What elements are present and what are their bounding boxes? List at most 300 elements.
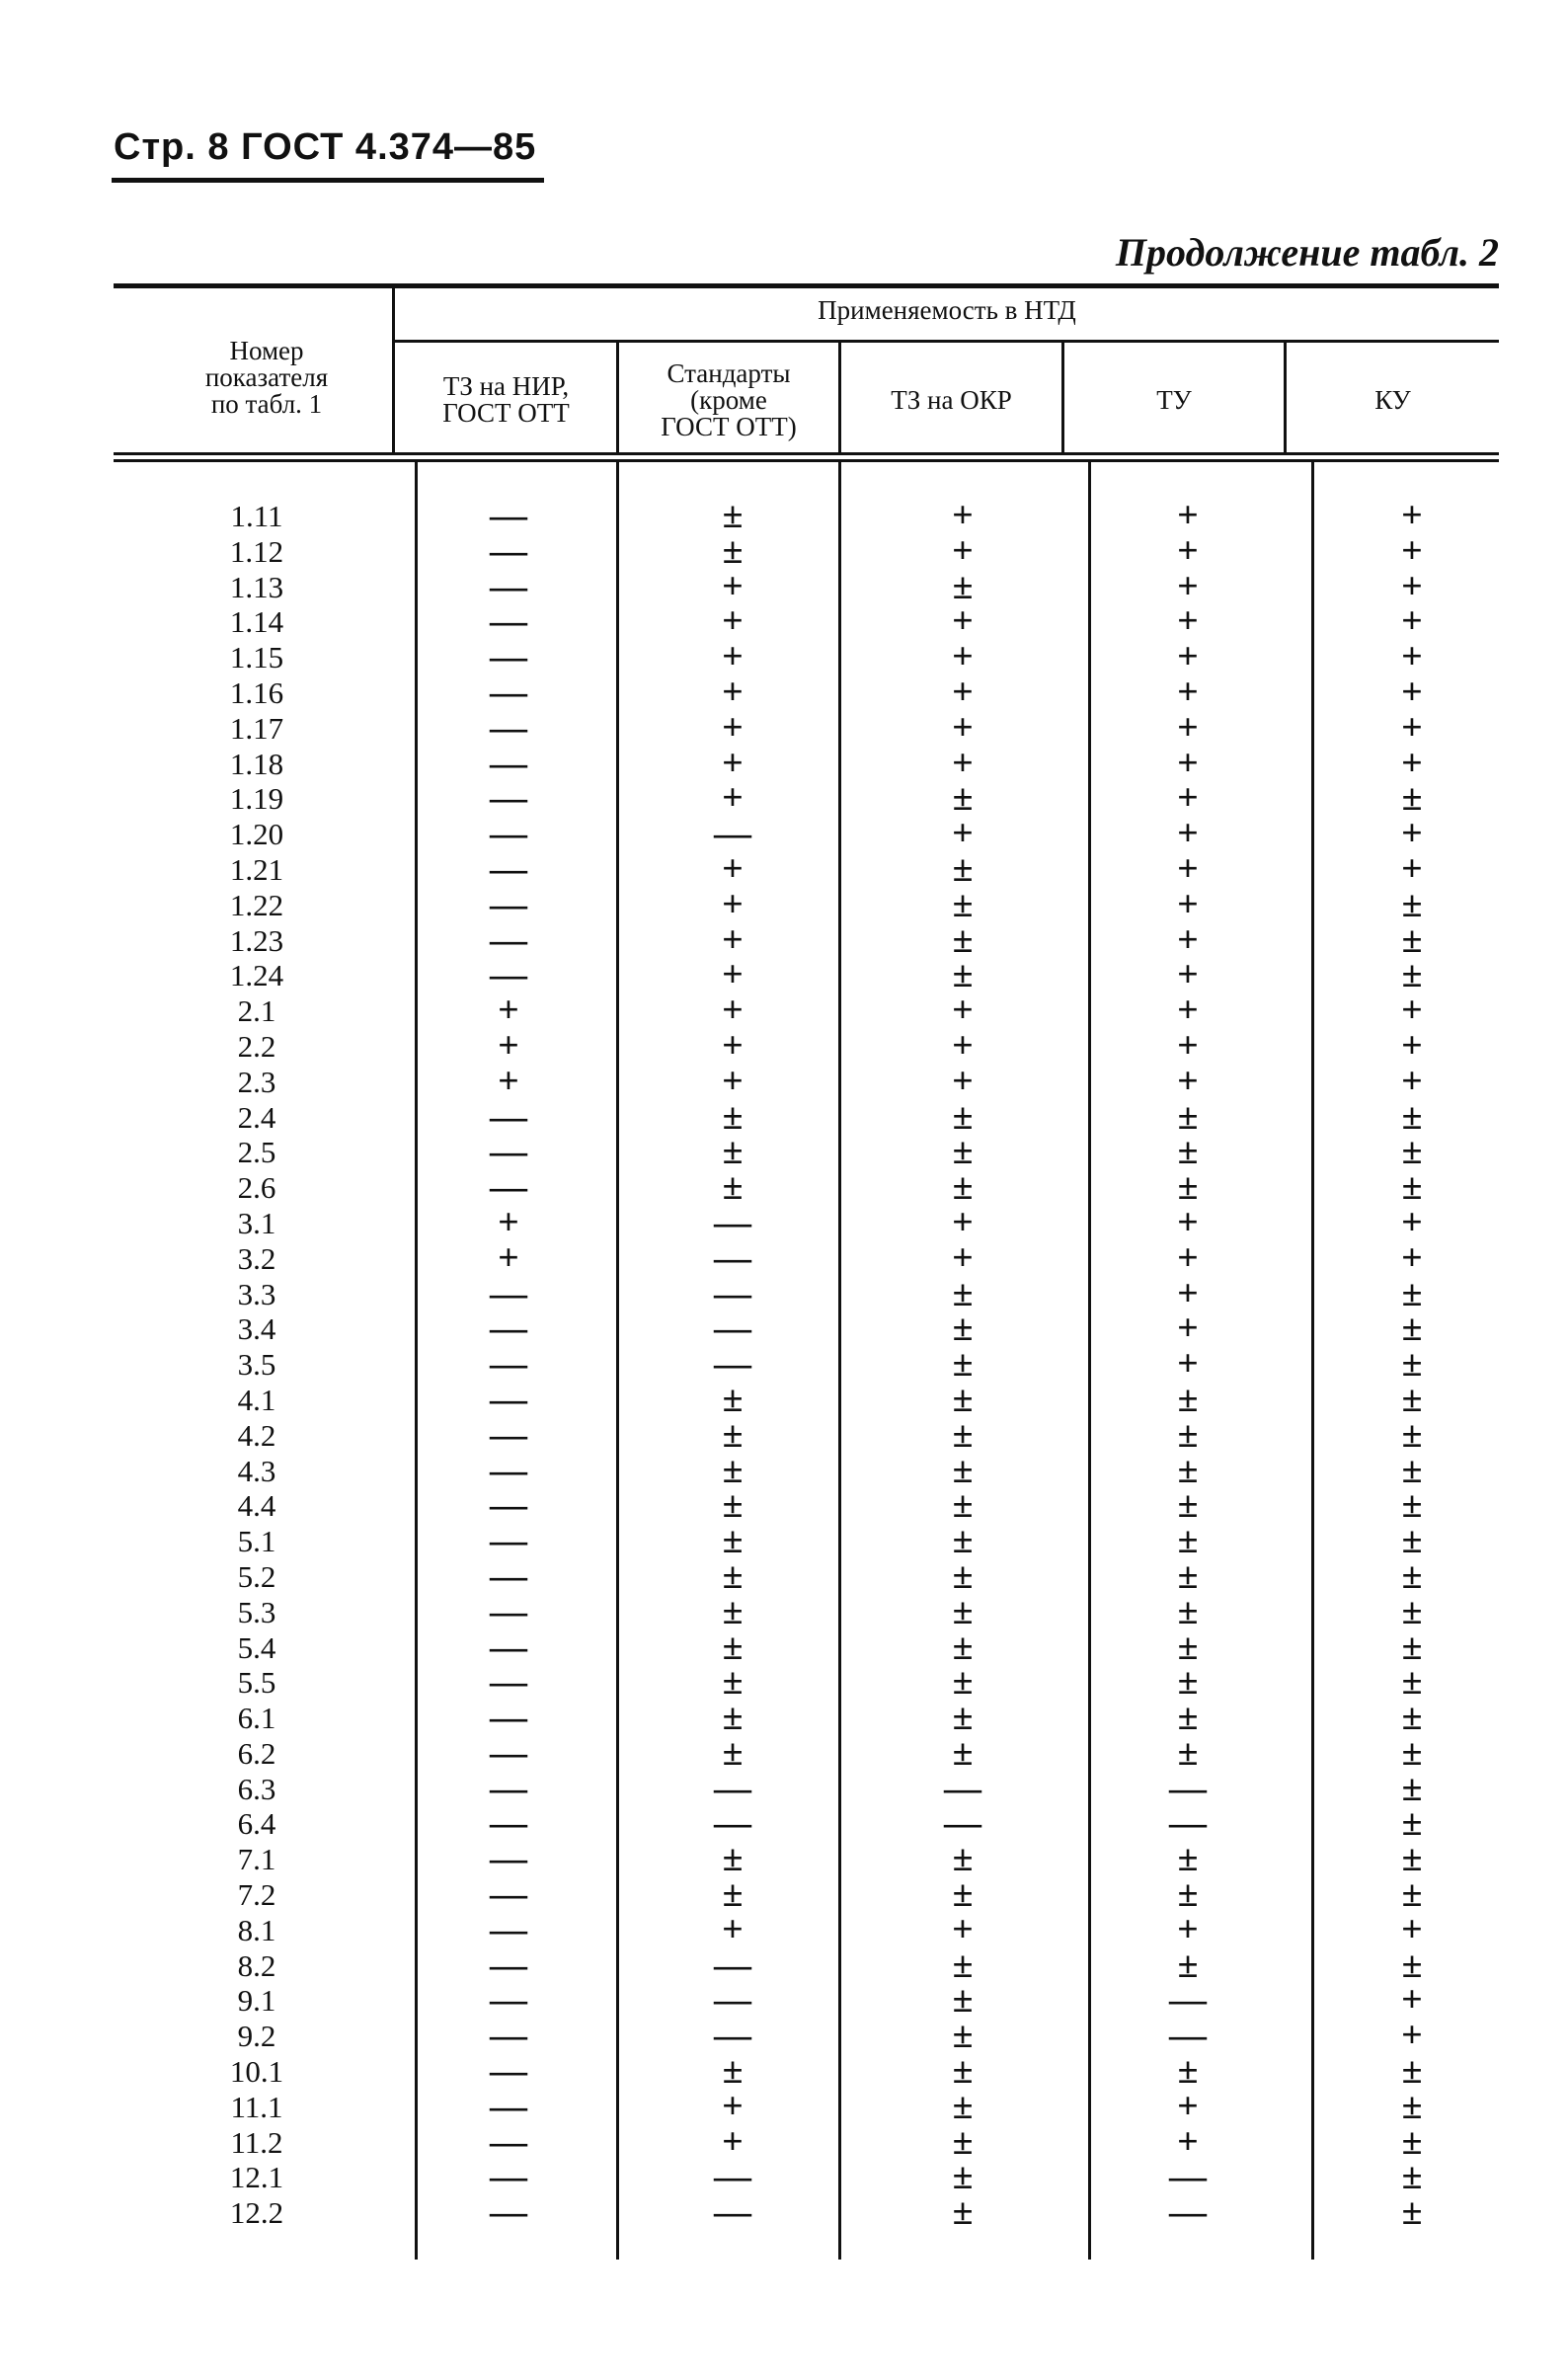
- row-number: 1.13: [229, 569, 284, 604]
- header-tz-okr: ТЗ на ОКР: [891, 385, 1012, 415]
- column-divider: [1311, 462, 1314, 2260]
- applicability-mark: +: [1401, 671, 1423, 713]
- applicability-mark: +: [1401, 565, 1423, 607]
- applicability-mark: +: [498, 1236, 519, 1279]
- row-number: 1.19: [229, 781, 284, 817]
- applicability-mark: ±: [1177, 1449, 1199, 1491]
- header-tu: ТУ: [1156, 385, 1192, 415]
- row-number-column: [158, 499, 355, 2231]
- applicability-mark: —: [490, 1520, 527, 1562]
- applicability-mark: —: [490, 1554, 527, 1597]
- applicability-mark: —: [490, 1626, 527, 1668]
- row-number: 1.17: [229, 710, 284, 746]
- applicability-mark: +: [1401, 2015, 1423, 2057]
- applicability-mark: —: [490, 847, 527, 890]
- applicability-mark: —: [490, 813, 527, 855]
- applicability-mark: —: [490, 636, 527, 678]
- applicability-mark: —: [490, 671, 527, 713]
- applicability-mark: —: [490, 1767, 527, 1809]
- applicability-mark: ±: [1401, 1308, 1423, 1350]
- row-number: 1.12: [229, 533, 284, 569]
- tu-column: [1119, 495, 1257, 2234]
- applicability-mark: +: [1401, 1236, 1423, 1279]
- applicability-mark: +: [498, 1201, 519, 1243]
- header-bottom-rule-2: [114, 459, 1499, 462]
- applicability-mark: ±: [952, 1308, 974, 1350]
- row-number: 11.1: [230, 2089, 283, 2124]
- group-header-rule: [393, 340, 1499, 343]
- row-number: 3.5: [237, 1347, 276, 1383]
- applicability-mark: ±: [952, 1944, 974, 1986]
- applicability-mark: —: [490, 883, 527, 925]
- applicability-mark: —: [1169, 2191, 1207, 2234]
- applicability-mark: ±: [722, 495, 744, 536]
- header-bottom-rule-1: [114, 452, 1499, 455]
- row-number: 1.23: [229, 922, 284, 958]
- applicability-mark: ±: [1401, 2120, 1423, 2163]
- applicability-mark: —: [490, 2120, 527, 2163]
- applicability-mark: ±: [722, 1166, 744, 1209]
- applicability-mark: —: [490, 1802, 527, 1845]
- applicability-mark: ±: [1401, 1838, 1423, 1880]
- row-number: 2.2: [237, 1028, 276, 1064]
- applicability-mark: —: [490, 1484, 527, 1527]
- row-number: 6.3: [237, 1771, 276, 1806]
- applicability-mark: +: [1177, 671, 1199, 713]
- applicability-mark: —: [714, 1201, 751, 1243]
- applicability-mark: +: [1401, 600, 1423, 643]
- header-rule: [112, 178, 544, 183]
- applicability-mark: +: [952, 1060, 974, 1102]
- applicability-mark: +: [1177, 847, 1199, 890]
- applicability-mark: —: [490, 1979, 527, 2022]
- applicability-mark: ±: [952, 1520, 974, 1562]
- column-divider: [415, 462, 418, 2260]
- row-number: 1.21: [229, 851, 284, 887]
- row-number: 4.3: [237, 1453, 276, 1488]
- applicability-mark: ±: [952, 1166, 974, 1209]
- applicability-mark: +: [722, 600, 744, 643]
- applicability-mark: ±: [952, 1979, 974, 2022]
- applicability-mark: +: [1401, 990, 1423, 1032]
- applicability-mark: —: [490, 529, 527, 572]
- applicability-mark: +: [952, 529, 974, 572]
- applicability-mark: —: [490, 1697, 527, 1739]
- header-row-number: Номер показателя по табл. 1: [204, 336, 329, 419]
- applicability-mark: ±: [722, 1590, 744, 1632]
- applicability-mark: —: [490, 2015, 527, 2057]
- applicability-mark: ±: [952, 1697, 974, 1739]
- applicability-mark: +: [1401, 495, 1423, 536]
- row-number: 2.3: [237, 1064, 276, 1099]
- applicability-mark: ±: [722, 1731, 744, 1774]
- applicability-mark: ±: [1401, 2050, 1423, 2093]
- row-number: 3.1: [237, 1205, 276, 1240]
- applicability-mark: —: [490, 2050, 527, 2093]
- applicability-mark: ±: [1177, 1838, 1199, 1880]
- row-number: 5.1: [237, 1524, 276, 1559]
- applicability-mark: ±: [1401, 1484, 1423, 1527]
- applicability-mark: —: [714, 1767, 751, 1809]
- applicability-mark: ±: [722, 1554, 744, 1597]
- applicability-mark: +: [952, 990, 974, 1032]
- header-ku: КУ: [1374, 385, 1411, 415]
- applicability-mark: ±: [952, 1873, 974, 1916]
- applicability-mark: —: [714, 1308, 751, 1350]
- row-number: 7.1: [237, 1842, 276, 1877]
- applicability-mark: —: [490, 2191, 527, 2234]
- applicability-mark: —: [714, 2191, 751, 2234]
- applicability-mark: ±: [1177, 1944, 1199, 1986]
- tz-okr-column: [894, 495, 1032, 2234]
- applicability-mark: —: [714, 813, 751, 855]
- applicability-mark: —: [490, 1378, 527, 1420]
- applicability-mark: —: [490, 1272, 527, 1314]
- applicability-mark: +: [722, 883, 744, 925]
- applicability-mark: +: [722, 636, 744, 678]
- row-number: 11.2: [230, 2124, 283, 2160]
- row-number: 7.2: [237, 1877, 276, 1913]
- applicability-mark: —: [1169, 2015, 1207, 2057]
- column-divider: [1088, 462, 1091, 2260]
- applicability-mark: ±: [1177, 1661, 1199, 1704]
- applicability-mark: ±: [1401, 1697, 1423, 1739]
- applicability-mark: ±: [1177, 1626, 1199, 1668]
- applicability-mark: ±: [1401, 1095, 1423, 1138]
- applicability-mark: ±: [1401, 1378, 1423, 1420]
- row-number: 4.2: [237, 1417, 276, 1453]
- row-number: 3.4: [237, 1311, 276, 1347]
- applicability-mark: ±: [952, 1343, 974, 1386]
- applicability-mark: ±: [1401, 1166, 1423, 1209]
- applicability-mark: ±: [952, 1838, 974, 1880]
- applicability-mark: +: [1177, 777, 1199, 820]
- applicability-mark: +: [1177, 742, 1199, 784]
- applicability-mark: ±: [1401, 1944, 1423, 1986]
- applicability-mark: ±: [1401, 1802, 1423, 1845]
- applicability-mark: +: [1177, 990, 1199, 1032]
- applicability-mark: ±: [952, 883, 974, 925]
- applicability-mark: ±: [1177, 1520, 1199, 1562]
- row-number: 2.4: [237, 1099, 276, 1135]
- applicability-mark: +: [1401, 706, 1423, 749]
- row-number: 2.6: [237, 1170, 276, 1206]
- applicability-mark: +: [722, 706, 744, 749]
- applicability-mark: —: [490, 1838, 527, 1880]
- applicability-mark: ±: [952, 847, 974, 890]
- applicability-mark: ±: [952, 1378, 974, 1420]
- applicability-mark: —: [490, 1661, 527, 1704]
- applicability-mark: ±: [1401, 1661, 1423, 1704]
- applicability-mark: ±: [1177, 1378, 1199, 1420]
- applicability-mark: +: [1401, 847, 1423, 890]
- applicability-mark: +: [722, 777, 744, 820]
- applicability-mark: ±: [1401, 1343, 1423, 1386]
- applicability-mark: +: [722, 742, 744, 784]
- applicability-mark: +: [952, 495, 974, 536]
- applicability-mark: +: [722, 1908, 744, 1950]
- applicability-mark: —: [490, 706, 527, 749]
- applicability-mark: +: [1401, 1979, 1423, 2022]
- applicability-mark: ±: [1177, 1873, 1199, 1916]
- row-number: 9.1: [237, 1983, 276, 2019]
- applicability-mark: ±: [1401, 1626, 1423, 1668]
- applicability-mark: ±: [722, 1661, 744, 1704]
- applicability-mark: ±: [722, 1484, 744, 1527]
- applicability-mark: +: [722, 918, 744, 961]
- applicability-mark: —: [714, 1802, 751, 1845]
- applicability-mark: ±: [1401, 1731, 1423, 1774]
- applicability-mark: —: [490, 1449, 527, 1491]
- row-number: 1.18: [229, 746, 284, 781]
- applicability-mark: ±: [1401, 1272, 1423, 1314]
- applicability-mark: ±: [1177, 1095, 1199, 1138]
- applicability-mark: —: [714, 1272, 751, 1314]
- applicability-mark: +: [722, 990, 744, 1032]
- column-divider: [838, 462, 841, 2260]
- applicability-mark: —: [714, 1343, 751, 1386]
- row-number: 1.24: [229, 958, 284, 993]
- row-number: 4.4: [237, 1488, 276, 1524]
- applicability-mark: ±: [952, 777, 974, 820]
- applicability-mark: ±: [952, 1413, 974, 1456]
- row-number: 1.11: [230, 499, 283, 533]
- applicability-mark: —: [714, 2156, 751, 2198]
- applicability-mark: ±: [952, 1484, 974, 1527]
- applicability-mark: ±: [1401, 1554, 1423, 1597]
- applicability-mark: —: [490, 918, 527, 961]
- applicability-mark: —: [490, 742, 527, 784]
- row-number: 5.4: [237, 1629, 276, 1665]
- applicability-mark: ±: [1177, 1413, 1199, 1456]
- row-number: 3.3: [237, 1276, 276, 1311]
- ku-column: [1343, 495, 1481, 2234]
- applicability-mark: ±: [1401, 1767, 1423, 1809]
- row-number: 12.1: [229, 2160, 284, 2195]
- applicability-mark: +: [498, 990, 519, 1032]
- applicability-mark: +: [722, 2120, 744, 2163]
- row-number: 5.2: [237, 1558, 276, 1594]
- applicability-mark: —: [490, 1095, 527, 1138]
- applicability-mark: ±: [722, 1095, 744, 1138]
- applicability-mark: +: [1177, 1272, 1199, 1314]
- applicability-mark: +: [1177, 600, 1199, 643]
- applicability-mark: ±: [952, 1272, 974, 1314]
- applicability-mark: +: [1177, 2120, 1199, 2163]
- applicability-mark: —: [490, 777, 527, 820]
- applicability-mark: +: [1401, 1908, 1423, 1950]
- applicability-mark: +: [1177, 1908, 1199, 1950]
- applicability-mark: ±: [1401, 883, 1423, 925]
- applicability-mark: ±: [1401, 918, 1423, 961]
- applicability-mark: +: [1177, 1201, 1199, 1243]
- applicability-mark: ±: [722, 1697, 744, 1739]
- applicability-mark: —: [714, 1944, 751, 1986]
- applicability-mark: ±: [722, 1449, 744, 1491]
- applicability-mark: ±: [1177, 2050, 1199, 2093]
- applicability-mark: —: [490, 2085, 527, 2127]
- applicability-mark: ±: [1401, 2156, 1423, 2198]
- applicability-mark: +: [1401, 813, 1423, 855]
- applicability-mark: —: [490, 954, 527, 996]
- applicability-mark: +: [1401, 529, 1423, 572]
- applicability-mark: —: [1169, 1802, 1207, 1845]
- table-top-rule: [114, 283, 1499, 288]
- applicability-mark: —: [1169, 1979, 1207, 2022]
- standards-column: [664, 495, 802, 2234]
- applicability-mark: +: [1177, 529, 1199, 572]
- applicability-mark: —: [490, 1590, 527, 1632]
- applicability-mark: —: [490, 1908, 527, 1950]
- row-number: 3.2: [237, 1240, 276, 1276]
- applicability-mark: +: [952, 813, 974, 855]
- row-number: 9.2: [237, 2019, 276, 2054]
- applicability-mark: +: [952, 600, 974, 643]
- applicability-mark: ±: [1177, 1166, 1199, 1209]
- applicability-mark: —: [490, 2156, 527, 2198]
- applicability-mark: ±: [952, 1131, 974, 1173]
- applicability-mark: ±: [952, 2191, 974, 2234]
- applicability-mark: +: [1401, 636, 1423, 678]
- applicability-mark: +: [498, 1060, 519, 1102]
- tz-nir-column: [439, 495, 578, 2234]
- applicability-mark: ±: [952, 1095, 974, 1138]
- applicability-mark: ±: [952, 2120, 974, 2163]
- applicability-mark: +: [1177, 1308, 1199, 1350]
- applicability-mark: ±: [952, 2015, 974, 2057]
- applicability-mark: ±: [722, 529, 744, 572]
- applicability-mark: —: [490, 1413, 527, 1456]
- applicability-mark: ±: [952, 2050, 974, 2093]
- applicability-mark: ±: [952, 918, 974, 961]
- row-number: 1.15: [229, 640, 284, 675]
- applicability-mark: +: [722, 954, 744, 996]
- applicability-mark: ±: [952, 565, 974, 607]
- group-header: Применяемость в НТД: [818, 295, 1076, 325]
- applicability-mark: +: [952, 1201, 974, 1243]
- applicability-mark: ±: [1401, 1449, 1423, 1491]
- row-number: 6.2: [237, 1735, 276, 1771]
- applicability-mark: +: [722, 2085, 744, 2127]
- applicability-mark: ±: [1401, 2085, 1423, 2127]
- applicability-mark: +: [952, 1908, 974, 1950]
- row-number: 12.2: [229, 2195, 284, 2231]
- applicability-mark: +: [1177, 1236, 1199, 1279]
- applicability-mark: —: [714, 1236, 751, 1279]
- applicability-mark: —: [490, 1131, 527, 1173]
- applicability-mark: —: [490, 1166, 527, 1209]
- applicability-mark: +: [1177, 813, 1199, 855]
- applicability-mark: +: [722, 847, 744, 890]
- row-number: 1.20: [229, 817, 284, 852]
- applicability-mark: ±: [1401, 1873, 1423, 1916]
- applicability-mark: ±: [1177, 1590, 1199, 1632]
- applicability-mark: +: [1177, 1024, 1199, 1067]
- continuation-label: Продолжение табл. 2: [1115, 230, 1499, 275]
- applicability-mark: +: [952, 1024, 974, 1067]
- applicability-mark: +: [1177, 883, 1199, 925]
- applicability-mark: —: [490, 1944, 527, 1986]
- applicability-mark: ±: [1401, 954, 1423, 996]
- applicability-mark: +: [952, 706, 974, 749]
- applicability-mark: +: [1177, 636, 1199, 678]
- applicability-mark: ±: [1177, 1554, 1199, 1597]
- applicability-mark: +: [952, 1236, 974, 1279]
- applicability-mark: +: [1177, 2085, 1199, 2127]
- column-divider: [616, 462, 619, 2260]
- applicability-mark: ±: [952, 1731, 974, 1774]
- applicability-mark: ±: [952, 1590, 974, 1632]
- row-number: 4.1: [237, 1382, 276, 1417]
- applicability-mark: —: [490, 1308, 527, 1350]
- applicability-mark: ±: [722, 1378, 744, 1420]
- row-number: 10.1: [229, 2054, 284, 2090]
- applicability-mark: +: [722, 671, 744, 713]
- applicability-mark: +: [1177, 918, 1199, 961]
- applicability-mark: —: [1169, 2156, 1207, 2198]
- applicability-mark: ±: [952, 2085, 974, 2127]
- applicability-mark: +: [1401, 742, 1423, 784]
- applicability-mark: ±: [722, 1626, 744, 1668]
- row-number: 1.22: [229, 887, 284, 922]
- row-number: 1.16: [229, 674, 284, 710]
- applicability-mark: —: [490, 1731, 527, 1774]
- row-number: 5.5: [237, 1665, 276, 1701]
- applicability-mark: ±: [722, 2050, 744, 2093]
- applicability-mark: —: [1169, 1767, 1207, 1809]
- applicability-mark: —: [714, 1979, 751, 2022]
- applicability-mark: ±: [1401, 1131, 1423, 1173]
- applicability-mark: ±: [1401, 1590, 1423, 1632]
- applicability-mark: ±: [1401, 777, 1423, 820]
- applicability-mark: +: [952, 636, 974, 678]
- applicability-mark: ±: [722, 1413, 744, 1456]
- applicability-mark: +: [1177, 706, 1199, 749]
- applicability-mark: —: [490, 1343, 527, 1386]
- applicability-mark: +: [1177, 565, 1199, 607]
- row-number: 8.2: [237, 1947, 276, 1983]
- row-number: 2.5: [237, 1135, 276, 1170]
- row-number: 1.14: [229, 604, 284, 640]
- applicability-mark: ±: [952, 1626, 974, 1668]
- applicability-mark: ±: [1177, 1697, 1199, 1739]
- applicability-mark: ±: [952, 1554, 974, 1597]
- applicability-mark: ±: [952, 1661, 974, 1704]
- applicability-mark: ±: [1401, 1413, 1423, 1456]
- applicability-mark: +: [1401, 1024, 1423, 1067]
- applicability-mark: —: [944, 1802, 981, 1845]
- applicability-mark: +: [1177, 495, 1199, 536]
- applicability-mark: ±: [722, 1520, 744, 1562]
- applicability-mark: —: [490, 565, 527, 607]
- header-standards: Стандарты (кроме ГОСТ ОТТ): [661, 358, 797, 441]
- applicability-mark: —: [714, 2015, 751, 2057]
- applicability-mark: +: [1401, 1201, 1423, 1243]
- applicability-mark: +: [722, 565, 744, 607]
- row-number: 2.1: [237, 993, 276, 1029]
- applicability-mark: —: [490, 1873, 527, 1916]
- applicability-mark: ±: [722, 1873, 744, 1916]
- header-tz-nir: ТЗ на НИР, ГОСТ ОТТ: [442, 371, 570, 428]
- applicability-mark: ±: [722, 1838, 744, 1880]
- applicability-mark: +: [1177, 954, 1199, 996]
- applicability-mark: ±: [1177, 1131, 1199, 1173]
- applicability-mark: +: [1401, 1060, 1423, 1102]
- page-header: Стр. 8 ГОСТ 4.374—85: [114, 126, 537, 168]
- applicability-mark: ±: [722, 1131, 744, 1173]
- applicability-mark: +: [952, 671, 974, 713]
- row-number: 5.3: [237, 1594, 276, 1629]
